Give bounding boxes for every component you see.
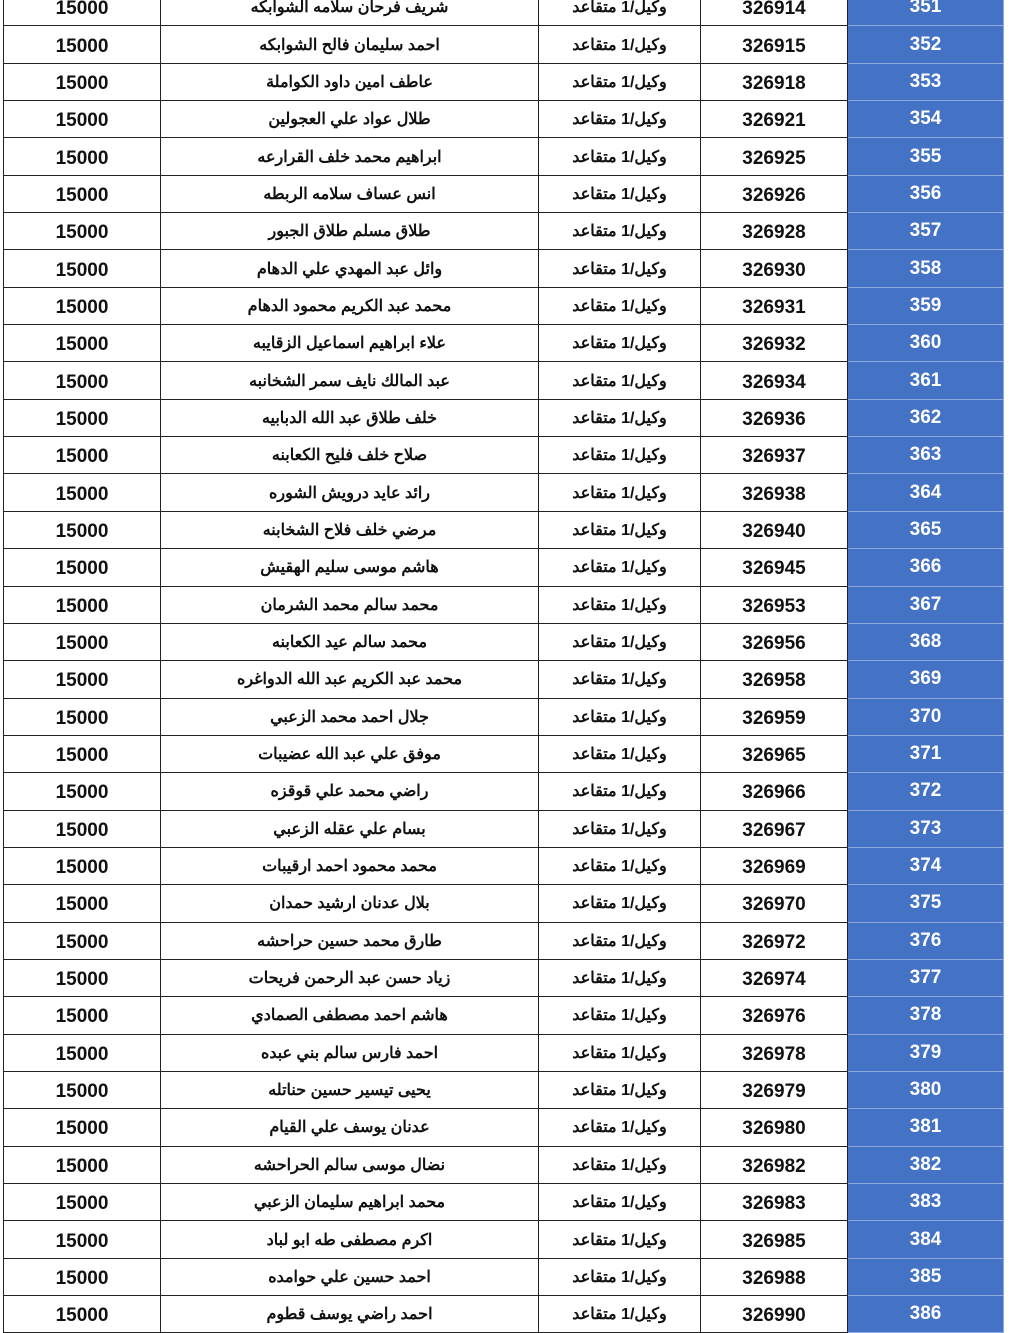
id-number-cell: 326988 — [701, 1258, 848, 1295]
index-cell: 370 — [848, 698, 1004, 735]
amount-cell: 15000 — [4, 997, 161, 1034]
rank-cell: وكيل/1 متقاعد — [539, 474, 701, 511]
index-cell: 382 — [848, 1146, 1004, 1183]
id-number-cell: 326976 — [701, 997, 848, 1034]
rank-cell: وكيل/1 متقاعد — [539, 175, 701, 212]
name-cell: ابراهيم محمد خلف القرارعه — [161, 138, 539, 175]
id-number-cell: 326915 — [701, 26, 848, 63]
index-cell: 353 — [848, 63, 1004, 100]
id-number-cell: 326990 — [701, 1296, 848, 1333]
index-cell: 360 — [848, 325, 1004, 362]
rank-cell: وكيل/1 متقاعد — [539, 362, 701, 399]
name-cell: محمد عبد الكريم عبد الله الدواغره — [161, 661, 539, 698]
index-cell: 379 — [848, 1034, 1004, 1071]
id-number-cell: 326966 — [701, 773, 848, 810]
name-cell: رائد عايد درويش الشوره — [161, 474, 539, 511]
index-cell: 358 — [848, 250, 1004, 287]
rank-cell: وكيل/1 متقاعد — [539, 1034, 701, 1071]
id-number-cell: 326914 — [701, 0, 848, 26]
name-cell: عدنان يوسف علي القيام — [161, 1109, 539, 1146]
index-cell: 386 — [848, 1296, 1004, 1333]
amount-cell: 15000 — [4, 213, 161, 250]
rank-cell: وكيل/1 متقاعد — [539, 847, 701, 884]
table-row — [4, 63, 1004, 100]
id-number-cell: 326978 — [701, 1034, 848, 1071]
rank-cell: وكيل/1 متقاعد — [539, 0, 701, 26]
index-cell: 361 — [848, 362, 1004, 399]
index-cell: 371 — [848, 735, 1004, 772]
table-row — [4, 735, 1004, 772]
amount-cell: 15000 — [4, 138, 161, 175]
rank-cell: وكيل/1 متقاعد — [539, 1071, 701, 1108]
id-number-cell: 326926 — [701, 175, 848, 212]
index-cell: 359 — [848, 287, 1004, 324]
rank-cell: وكيل/1 متقاعد — [539, 63, 701, 100]
id-number-cell: 326936 — [701, 399, 848, 436]
amount-cell: 15000 — [4, 1109, 161, 1146]
table-row — [4, 287, 1004, 324]
name-cell: هاشم احمد مصطفى الصمادي — [161, 997, 539, 1034]
rank-cell: وكيل/1 متقاعد — [539, 1109, 701, 1146]
table-row — [4, 0, 1004, 26]
amount-cell: 15000 — [4, 1258, 161, 1295]
index-cell: 364 — [848, 474, 1004, 511]
index-cell: 377 — [848, 959, 1004, 996]
amount-cell: 15000 — [4, 399, 161, 436]
rank-cell: وكيل/1 متقاعد — [539, 1184, 701, 1221]
rank-cell: وكيل/1 متقاعد — [539, 735, 701, 772]
table-row — [4, 175, 1004, 212]
id-number-cell: 326974 — [701, 959, 848, 996]
rank-cell: وكيل/1 متقاعد — [539, 810, 701, 847]
amount-cell: 15000 — [4, 810, 161, 847]
table-row — [4, 511, 1004, 548]
rank-cell: وكيل/1 متقاعد — [539, 138, 701, 175]
id-number-cell: 326921 — [701, 101, 848, 138]
table-row — [4, 26, 1004, 63]
rank-cell: وكيل/1 متقاعد — [539, 698, 701, 735]
name-cell: صلاح خلف فليح الكعابنه — [161, 437, 539, 474]
index-cell: 355 — [848, 138, 1004, 175]
name-cell: احمد راضي يوسف قطوم — [161, 1296, 539, 1333]
amount-cell: 15000 — [4, 101, 161, 138]
rank-cell: وكيل/1 متقاعد — [539, 661, 701, 698]
rank-cell: وكيل/1 متقاعد — [539, 1296, 701, 1333]
table-row — [4, 885, 1004, 922]
index-cell: 383 — [848, 1184, 1004, 1221]
index-cell: 363 — [848, 437, 1004, 474]
rank-cell: وكيل/1 متقاعد — [539, 1221, 701, 1258]
id-number-cell: 326925 — [701, 138, 848, 175]
table-row — [4, 1258, 1004, 1295]
index-cell: 354 — [848, 101, 1004, 138]
amount-cell: 15000 — [4, 959, 161, 996]
id-number-cell: 326985 — [701, 1221, 848, 1258]
rank-cell: وكيل/1 متقاعد — [539, 213, 701, 250]
table-row — [4, 138, 1004, 175]
index-cell: 351 — [848, 0, 1004, 26]
name-cell: شريف فرحان سلامه الشوابكه — [161, 0, 539, 26]
name-cell: عاطف امين داود الكواملة — [161, 63, 539, 100]
amount-cell: 15000 — [4, 287, 161, 324]
id-number-cell: 326979 — [701, 1071, 848, 1108]
id-number-cell: 326945 — [701, 549, 848, 586]
rank-cell: وكيل/1 متقاعد — [539, 922, 701, 959]
id-number-cell: 326965 — [701, 735, 848, 772]
table-row — [4, 1071, 1004, 1108]
name-cell: احمد فارس سالم بني عبده — [161, 1034, 539, 1071]
index-cell: 373 — [848, 810, 1004, 847]
id-number-cell: 326959 — [701, 698, 848, 735]
amount-cell: 15000 — [4, 1071, 161, 1108]
name-cell: محمد ابراهيم سليمان الزعبي — [161, 1184, 539, 1221]
amount-cell: 15000 — [4, 1184, 161, 1221]
id-number-cell: 326983 — [701, 1184, 848, 1221]
amount-cell: 15000 — [4, 250, 161, 287]
amount-cell: 15000 — [4, 511, 161, 548]
amount-cell: 15000 — [4, 623, 161, 660]
name-cell: انس عساف سلامه الربطه — [161, 175, 539, 212]
index-cell: 384 — [848, 1221, 1004, 1258]
table-row — [4, 922, 1004, 959]
amount-cell: 15000 — [4, 362, 161, 399]
id-number-cell: 326928 — [701, 213, 848, 250]
table-row — [4, 474, 1004, 511]
table-row — [4, 661, 1004, 698]
name-cell: محمد محمود احمد ارقيبات — [161, 847, 539, 884]
amount-cell: 15000 — [4, 549, 161, 586]
index-cell: 356 — [848, 175, 1004, 212]
table-row — [4, 250, 1004, 287]
index-cell: 380 — [848, 1071, 1004, 1108]
amount-cell: 15000 — [4, 437, 161, 474]
rank-cell: وكيل/1 متقاعد — [539, 287, 701, 324]
table-row — [4, 997, 1004, 1034]
rank-cell: وكيل/1 متقاعد — [539, 1258, 701, 1295]
index-cell: 352 — [848, 26, 1004, 63]
rank-cell: وكيل/1 متقاعد — [539, 250, 701, 287]
name-cell: مرضي خلف فلاح الشخابنه — [161, 511, 539, 548]
name-cell: يحيى تيسير حسين حناتله — [161, 1071, 539, 1108]
index-cell: 367 — [848, 586, 1004, 623]
amount-cell: 15000 — [4, 0, 161, 26]
id-number-cell: 326972 — [701, 922, 848, 959]
table-row — [4, 1109, 1004, 1146]
name-cell: خلف طلاق عبد الله الدبابيه — [161, 399, 539, 436]
amount-cell: 15000 — [4, 885, 161, 922]
table-row — [4, 698, 1004, 735]
id-number-cell: 326982 — [701, 1146, 848, 1183]
index-cell: 374 — [848, 847, 1004, 884]
id-number-cell: 326938 — [701, 474, 848, 511]
index-cell: 365 — [848, 511, 1004, 548]
rank-cell: وكيل/1 متقاعد — [539, 586, 701, 623]
rank-cell: وكيل/1 متقاعد — [539, 1146, 701, 1183]
id-number-cell: 326934 — [701, 362, 848, 399]
amount-cell: 15000 — [4, 26, 161, 63]
amount-cell: 15000 — [4, 773, 161, 810]
table-row — [4, 362, 1004, 399]
amount-cell: 15000 — [4, 1146, 161, 1183]
name-cell: محمد سالم محمد الشرمان — [161, 586, 539, 623]
amount-cell: 15000 — [4, 63, 161, 100]
id-number-cell: 326970 — [701, 885, 848, 922]
table-row — [4, 1296, 1004, 1333]
name-cell: طارق محمد حسين حراحشه — [161, 922, 539, 959]
amount-cell: 15000 — [4, 698, 161, 735]
index-cell: 357 — [848, 213, 1004, 250]
name-cell: نضال موسى سالم الحراحشه — [161, 1146, 539, 1183]
index-cell: 368 — [848, 623, 1004, 660]
table-row — [4, 810, 1004, 847]
rank-cell: وكيل/1 متقاعد — [539, 623, 701, 660]
id-number-cell: 326956 — [701, 623, 848, 660]
amount-cell: 15000 — [4, 1296, 161, 1333]
table-row — [4, 1034, 1004, 1071]
table-row — [4, 213, 1004, 250]
table-row — [4, 773, 1004, 810]
id-number-cell: 326940 — [701, 511, 848, 548]
table-row — [4, 586, 1004, 623]
name-cell: موفق علي عبد الله عضيبات — [161, 735, 539, 772]
amount-cell: 15000 — [4, 922, 161, 959]
table-row — [4, 101, 1004, 138]
amount-cell: 15000 — [4, 661, 161, 698]
amount-cell: 15000 — [4, 474, 161, 511]
id-number-cell: 326932 — [701, 325, 848, 362]
table-row — [4, 325, 1004, 362]
table-row — [4, 623, 1004, 660]
name-cell: احمد حسين علي حوامده — [161, 1258, 539, 1295]
amount-cell: 15000 — [4, 847, 161, 884]
rank-cell: وكيل/1 متقاعد — [539, 885, 701, 922]
name-cell: علاء ابراهيم اسماعيل الزقايبه — [161, 325, 539, 362]
name-cell: زياد حسن عبد الرحمن فريحات — [161, 959, 539, 996]
id-number-cell: 326969 — [701, 847, 848, 884]
name-cell: بسام علي عقله الزعبي — [161, 810, 539, 847]
index-cell: 385 — [848, 1258, 1004, 1295]
id-number-cell: 326958 — [701, 661, 848, 698]
rank-cell: وكيل/1 متقاعد — [539, 101, 701, 138]
rank-cell: وكيل/1 متقاعد — [539, 26, 701, 63]
name-cell: احمد سليمان فالح الشوابكه — [161, 26, 539, 63]
amount-cell: 15000 — [4, 735, 161, 772]
id-number-cell: 326980 — [701, 1109, 848, 1146]
id-number-cell: 326937 — [701, 437, 848, 474]
rank-cell: وكيل/1 متقاعد — [539, 511, 701, 548]
amount-cell: 15000 — [4, 586, 161, 623]
name-cell: عبد المالك نايف سمر الشخانبه — [161, 362, 539, 399]
table-row — [4, 959, 1004, 996]
rank-cell: وكيل/1 متقاعد — [539, 549, 701, 586]
rank-cell: وكيل/1 متقاعد — [539, 399, 701, 436]
index-cell: 376 — [848, 922, 1004, 959]
amount-cell: 15000 — [4, 1034, 161, 1071]
name-cell: محمد عبد الكريم محمود الدهام — [161, 287, 539, 324]
name-cell: طلال عواد علي العجولين — [161, 101, 539, 138]
rank-cell: وكيل/1 متقاعد — [539, 325, 701, 362]
name-cell: جلال احمد محمد الزعبي — [161, 698, 539, 735]
name-cell: راضي محمد علي قوقزه — [161, 773, 539, 810]
table-row — [4, 549, 1004, 586]
index-cell: 366 — [848, 549, 1004, 586]
table-row — [4, 399, 1004, 436]
index-cell: 378 — [848, 997, 1004, 1034]
table-row — [4, 1146, 1004, 1183]
table-row — [4, 1184, 1004, 1221]
name-cell: اكرم مصطفى طه ابو لباد — [161, 1221, 539, 1258]
id-number-cell: 326931 — [701, 287, 848, 324]
rank-cell: وكيل/1 متقاعد — [539, 773, 701, 810]
name-cell: وائل عبد المهدي علي الدهام — [161, 250, 539, 287]
amount-cell: 15000 — [4, 325, 161, 362]
index-cell: 369 — [848, 661, 1004, 698]
index-cell: 381 — [848, 1109, 1004, 1146]
name-cell: بلال عدنان ارشيد حمدان — [161, 885, 539, 922]
amount-cell: 15000 — [4, 175, 161, 212]
id-number-cell: 326953 — [701, 586, 848, 623]
index-cell: 362 — [848, 399, 1004, 436]
amount-cell: 15000 — [4, 1221, 161, 1258]
retirees-table — [3, 0, 1004, 1333]
rank-cell: وكيل/1 متقاعد — [539, 437, 701, 474]
table-row — [4, 1221, 1004, 1258]
id-number-cell: 326967 — [701, 810, 848, 847]
id-number-cell: 326930 — [701, 250, 848, 287]
name-cell: طلاق مسلم طلاق الجبور — [161, 213, 539, 250]
name-cell: محمد سالم عيد الكعابنه — [161, 623, 539, 660]
table-row — [4, 847, 1004, 884]
rank-cell: وكيل/1 متقاعد — [539, 997, 701, 1034]
name-cell: هاشم موسى سليم الهقيش — [161, 549, 539, 586]
index-cell: 372 — [848, 773, 1004, 810]
id-number-cell: 326918 — [701, 63, 848, 100]
table-row — [4, 437, 1004, 474]
rank-cell: وكيل/1 متقاعد — [539, 959, 701, 996]
index-cell: 375 — [848, 885, 1004, 922]
